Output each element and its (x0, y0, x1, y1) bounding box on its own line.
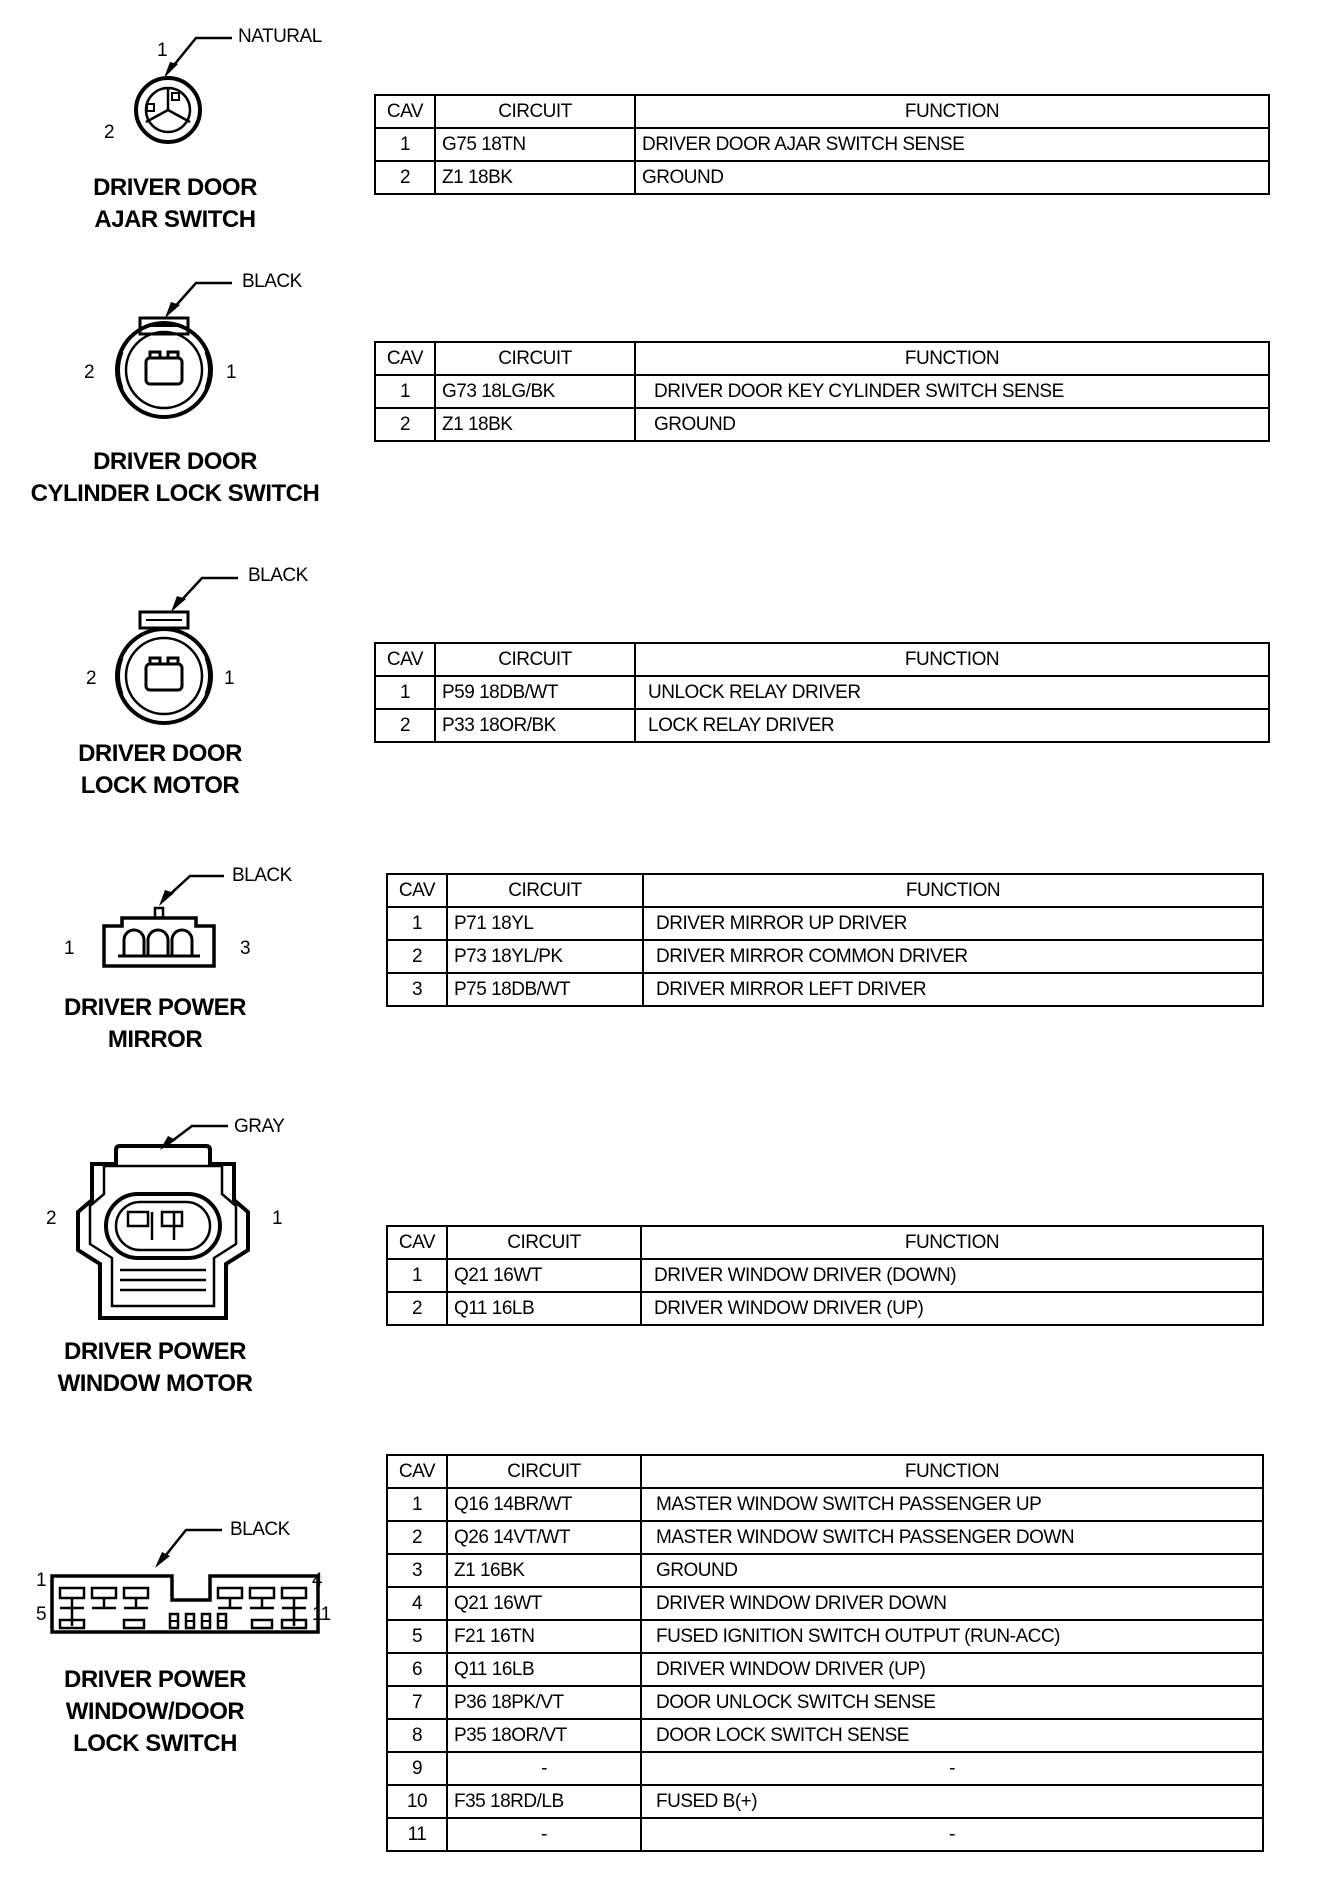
lock-motor-title: DRIVER DOOR LOCK MOTOR (78, 740, 242, 799)
function-header: FUNCTION (641, 1455, 1263, 1488)
circuit-header: CIRCUIT (447, 1226, 641, 1259)
circuit-cell: Q21 16WT (447, 1259, 641, 1292)
cav-cell: 8 (387, 1719, 447, 1752)
table-row (387, 1752, 1263, 1785)
circuit-header: CIRCUIT (435, 95, 635, 128)
circuit-cell: Q21 16WT (447, 1587, 641, 1620)
function-cell: MASTER WINDOW SWITCH PASSENGER UP (641, 1488, 1263, 1521)
circuit-cell: P73 18YL/PK (447, 940, 643, 973)
table-row (387, 1554, 1263, 1587)
cav-header: CAV (375, 643, 435, 676)
table-header-row (375, 95, 1269, 128)
cav-cell: 1 (387, 1259, 447, 1292)
cav-cell: 1 (375, 676, 435, 709)
table-row (375, 676, 1269, 709)
cav-cell: 1 (375, 375, 435, 408)
table-row (375, 375, 1269, 408)
cav-cell: 2 (375, 161, 435, 194)
cav-cell: 5 (387, 1620, 447, 1653)
mirror-color-label: BLACK (232, 865, 292, 886)
function-cell: DOOR UNLOCK SWITCH SENSE (641, 1686, 1263, 1719)
table-header-row (387, 1455, 1263, 1488)
table-row (387, 1488, 1263, 1521)
cylinder-lock-pin-2-label: 2 (84, 362, 95, 383)
function-cell: DRIVER WINDOW DRIVER (UP) (641, 1292, 1263, 1325)
table-header-row (375, 643, 1269, 676)
table-row (375, 161, 1269, 194)
circuit-cell: P36 18PK/VT (447, 1686, 641, 1719)
window-motor-pin-table (386, 1225, 1264, 1326)
cav-cell: 1 (375, 128, 435, 161)
circuit-cell: G75 18TN (435, 128, 635, 161)
window-switch-color-label: BLACK (230, 1519, 290, 1540)
function-cell: DRIVER MIRROR UP DRIVER (643, 907, 1263, 940)
function-cell: DRIVER DOOR KEY CYLINDER SWITCH SENSE (635, 375, 1269, 408)
cav-cell: 6 (387, 1653, 447, 1686)
window-switch-pin-1-label: 1 (36, 1570, 47, 1591)
cav-cell: 3 (387, 1554, 447, 1587)
window-motor-title: DRIVER POWER WINDOW MOTOR (57, 1338, 253, 1397)
window-switch-title: DRIVER POWER WINDOW/DOOR LOCK SWITCH (63, 1666, 246, 1757)
circuit-cell: - (447, 1818, 641, 1851)
cav-cell: 1 (387, 907, 447, 940)
cav-cell: 10 (387, 1785, 447, 1818)
function-cell: GROUND (635, 161, 1269, 194)
door-ajar-pin-2-label: 2 (104, 122, 115, 143)
lock-motor-pin-2-label: 2 (86, 668, 97, 689)
circuit-cell: - (447, 1752, 641, 1785)
cylinder-lock-pin-table (374, 341, 1270, 442)
window-switch-pin-11-label: 11 (312, 1604, 331, 1625)
mirror-pin-1-label: 1 (64, 938, 75, 959)
mirror-pin-table (386, 873, 1264, 1007)
circuit-header: CIRCUIT (435, 342, 635, 375)
lock-motor-color-label: BLACK (248, 565, 308, 586)
circuit-cell: Q26 14VT/WT (447, 1521, 641, 1554)
function-cell: DRIVER MIRROR LEFT DRIVER (643, 973, 1263, 1006)
circuit-cell: Z1 16BK (447, 1554, 641, 1587)
table-header-row (387, 1226, 1263, 1259)
table-row (387, 1719, 1263, 1752)
table-row (387, 1587, 1263, 1620)
function-cell: UNLOCK RELAY DRIVER (635, 676, 1269, 709)
cav-header: CAV (387, 1226, 447, 1259)
cav-cell: 7 (387, 1686, 447, 1719)
table-row (387, 1686, 1263, 1719)
lock-motor-pin-1-label: 1 (224, 668, 235, 689)
mirror-pin-3-label: 3 (240, 938, 251, 959)
table-row (375, 709, 1269, 742)
cav-cell: 2 (375, 408, 435, 441)
door-ajar-pin-table (374, 94, 1270, 195)
cav-cell: 2 (387, 1521, 447, 1554)
window-motor-pin-1-label: 1 (272, 1208, 283, 1229)
function-cell: MASTER WINDOW SWITCH PASSENGER DOWN (641, 1521, 1263, 1554)
table-row (387, 1818, 1263, 1851)
window-switch-pin-5-label: 5 (36, 1604, 47, 1625)
circuit-cell: F35 18RD/LB (447, 1785, 641, 1818)
function-cell: DRIVER MIRROR COMMON DRIVER (643, 940, 1263, 973)
cav-cell: 11 (387, 1818, 447, 1851)
cav-cell: 2 (375, 709, 435, 742)
mirror-title: DRIVER POWER MIRROR (63, 994, 246, 1053)
cav-cell: 1 (387, 1488, 447, 1521)
circuit-cell: Q11 16LB (447, 1653, 641, 1686)
circuit-header: CIRCUIT (447, 1455, 641, 1488)
circuit-header: CIRCUIT (435, 643, 635, 676)
table-row (375, 128, 1269, 161)
circuit-cell: P71 18YL (447, 907, 643, 940)
function-cell: DRIVER WINDOW DRIVER DOWN (641, 1587, 1263, 1620)
table-row (387, 1259, 1263, 1292)
function-cell: FUSED B(+) (641, 1785, 1263, 1818)
cav-cell: 2 (387, 1292, 447, 1325)
window-motor-color-label: GRAY (234, 1116, 285, 1137)
cav-header: CAV (387, 1455, 447, 1488)
function-cell: DOOR LOCK SWITCH SENSE (641, 1719, 1263, 1752)
circuit-cell: G73 18LG/BK (435, 375, 635, 408)
window-switch-pin-4-label: 4 (312, 1570, 323, 1591)
function-cell: GROUND (641, 1554, 1263, 1587)
circuit-cell: Q11 16LB (447, 1292, 641, 1325)
table-row (387, 1653, 1263, 1686)
function-header: FUNCTION (643, 874, 1263, 907)
circuit-cell: Z1 18BK (435, 161, 635, 194)
function-cell: LOCK RELAY DRIVER (635, 709, 1269, 742)
function-header: FUNCTION (635, 643, 1269, 676)
circuit-cell: P35 18OR/VT (447, 1719, 641, 1752)
table-header-row (387, 874, 1263, 907)
function-header: FUNCTION (641, 1226, 1263, 1259)
circuit-cell: P59 18DB/WT (435, 676, 635, 709)
cav-header: CAV (375, 95, 435, 128)
function-cell: - (641, 1818, 1263, 1851)
circuit-cell: Q16 14BR/WT (447, 1488, 641, 1521)
function-cell: DRIVER WINDOW DRIVER (UP) (641, 1653, 1263, 1686)
circuit-cell: Z1 18BK (435, 408, 635, 441)
cav-cell: 9 (387, 1752, 447, 1785)
window-motor-pin-2-label: 2 (46, 1208, 57, 1229)
cylinder-lock-color-label: BLACK (242, 271, 302, 292)
table-row (387, 973, 1263, 1006)
cav-cell: 4 (387, 1587, 447, 1620)
function-cell: FUSED IGNITION SWITCH OUTPUT (RUN-ACC) (641, 1620, 1263, 1653)
circuit-cell: F21 16TN (447, 1620, 641, 1653)
function-header: FUNCTION (635, 342, 1269, 375)
cylinder-lock-pin-1-label: 1 (226, 362, 237, 383)
table-row (387, 1620, 1263, 1653)
cav-cell: 2 (387, 940, 447, 973)
lock-motor-pin-table (374, 642, 1270, 743)
table-row (387, 940, 1263, 973)
table-row (387, 1785, 1263, 1818)
table-header-row (375, 342, 1269, 375)
door-ajar-pin-1-label: 1 (157, 40, 168, 61)
function-header: FUNCTION (635, 95, 1269, 128)
table-row (387, 1292, 1263, 1325)
circuit-cell: P33 18OR/BK (435, 709, 635, 742)
cav-cell: 3 (387, 973, 447, 1006)
cav-header: CAV (387, 874, 447, 907)
function-cell: DRIVER WINDOW DRIVER (DOWN) (641, 1259, 1263, 1292)
function-cell: GROUND (635, 408, 1269, 441)
window-switch-pin-table (386, 1454, 1264, 1852)
table-row (375, 408, 1269, 441)
function-cell: - (641, 1752, 1263, 1785)
door-ajar-color-label: NATURAL (238, 26, 322, 47)
table-row (387, 1521, 1263, 1554)
function-cell: DRIVER DOOR AJAR SWITCH SENSE (635, 128, 1269, 161)
table-row (387, 907, 1263, 940)
cylinder-lock-title: DRIVER DOOR CYLINDER LOCK SWITCH (30, 448, 320, 507)
circuit-header: CIRCUIT (447, 874, 643, 907)
door-ajar-title: DRIVER DOOR AJAR SWITCH (93, 174, 257, 233)
circuit-cell: P75 18DB/WT (447, 973, 643, 1006)
cav-header: CAV (375, 342, 435, 375)
